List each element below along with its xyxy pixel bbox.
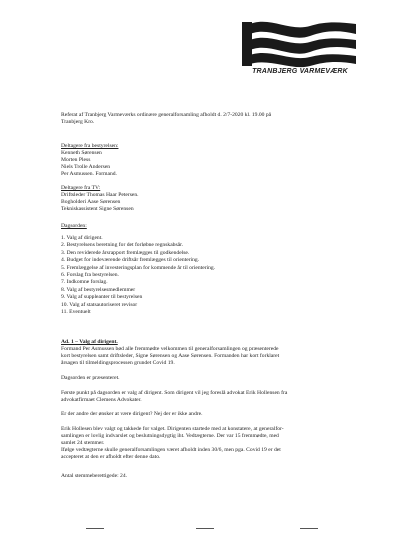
section-1-heading: Ad. 1 – Valg af dirigent. xyxy=(61,339,118,345)
board-member: Morten Pless xyxy=(61,157,91,163)
agenda-item: 8. Valg af bestyrelsesmedlemmer xyxy=(61,286,136,293)
tv-member: Bogholderi Aase Sørensen xyxy=(61,199,121,205)
board-member: Kenneth Sørensen xyxy=(61,150,102,156)
agenda-item: 4. Budget for indeværende driftsår fremlægges til orientering. xyxy=(61,257,200,264)
footer-line-left xyxy=(86,528,104,529)
tv-member: Driftsleder Thomas Haar Petersen. xyxy=(61,192,139,198)
agenda-item: 2. Bestyrelsens beretning for det forløbne regnskabsår. xyxy=(61,242,184,249)
section-1-paragraph-line: Erik Hollesen blev valgt og takkede for valget. Dirigenten startede med at konstatere, at generalfor- xyxy=(61,426,284,432)
agenda-presented-text: Dagsorden er præsenteret. xyxy=(61,375,120,381)
section-1-paragraph-line: kort bestyrelsen samt driftsleder, Signe Sørensen og Aase Sørensen. Formanden har kort forklaret xyxy=(61,353,280,359)
agenda-item: 1. Valg af dirigent. xyxy=(61,235,103,241)
tv-member: Tekniskassistent Signe Sørensen xyxy=(61,206,134,212)
agenda-item: 7. Indkomne forslag. xyxy=(61,279,108,286)
intro-line-1: Referat af Tranbjerg Varmeværks ordinære generalforsamling afholdt d. 2/7-2020 kl. 19.00 på xyxy=(61,112,272,118)
section-1-paragraph-line: advokatfirmaet Clemens Advokater. xyxy=(61,397,142,403)
agenda-item: 11. Eventuelt xyxy=(61,308,91,315)
section-1-paragraph-line: Formand Per Asmussen bød alle fremmødte velkommen til generalforsamlingen og præsenterede xyxy=(61,346,279,352)
voting-count-text: Antal stemmeberettigede: 24. xyxy=(61,473,128,479)
footer-line-right xyxy=(300,528,318,529)
footer-line-center xyxy=(196,528,214,529)
section-1-paragraph-line: accepteret at den er afholdt efter denne dato. xyxy=(61,454,161,460)
agenda-item: 9. Valg af suppleanter til bestyrelsen xyxy=(61,294,143,301)
section-1-paragraph-line: Ifølge vedtægterne skulle generalforsamlingen været afholdt inden 30/6, men pga. Covid 19 er det xyxy=(61,447,281,453)
wave-logo-icon xyxy=(240,18,358,68)
agenda-item: 5. Fremlæggelse af investeringsplan for kommende år til orientering. xyxy=(61,264,216,271)
agenda-item: 10. Valg af statsautoriseret revisor xyxy=(61,301,138,308)
logo-brand-text: TRANBJERG VARMEVÆRK xyxy=(252,68,348,75)
board-member: Niels Trolle Andersen xyxy=(61,164,111,170)
board-heading: Deltagere fra bestyrelsen: xyxy=(61,143,119,149)
board-member: Per Asmussen. Formand. xyxy=(61,171,117,177)
section-1-paragraph-line: årsagen til tilmeldingsprocessen grundet Covid 19. xyxy=(61,360,175,366)
agenda-list xyxy=(61,235,215,316)
intro-line-2: Tranbjerg Kro. xyxy=(61,119,95,125)
section-1-paragraph-line: Er der andre der ønsker at være dirigent? Nej der er ikke andre. xyxy=(61,411,203,417)
company-logo xyxy=(240,18,358,80)
agenda-item: 3. Den reviderede årsrapport fremlægges til godkendelse. xyxy=(61,249,190,256)
tv-heading: Deltagere fra TV: xyxy=(61,185,101,191)
agenda-heading: Dagsorden: xyxy=(61,223,87,229)
section-1-paragraph-line: samlet 24 stemmer. xyxy=(61,440,105,446)
section-1-paragraph-line: samlingen er lovlig indvarslet og beslutningsdygtig iht. Vedtægterne. Der var 15 fremmødte, med xyxy=(61,433,279,439)
agenda-item: 6. Forslag fra bestyrelsen. xyxy=(61,271,119,278)
section-1-paragraph-line: Første punkt på dagsorden er valg af dirigent. Som dirigent vil jeg foreslå advokat Erik Hollensen fra xyxy=(61,390,288,396)
